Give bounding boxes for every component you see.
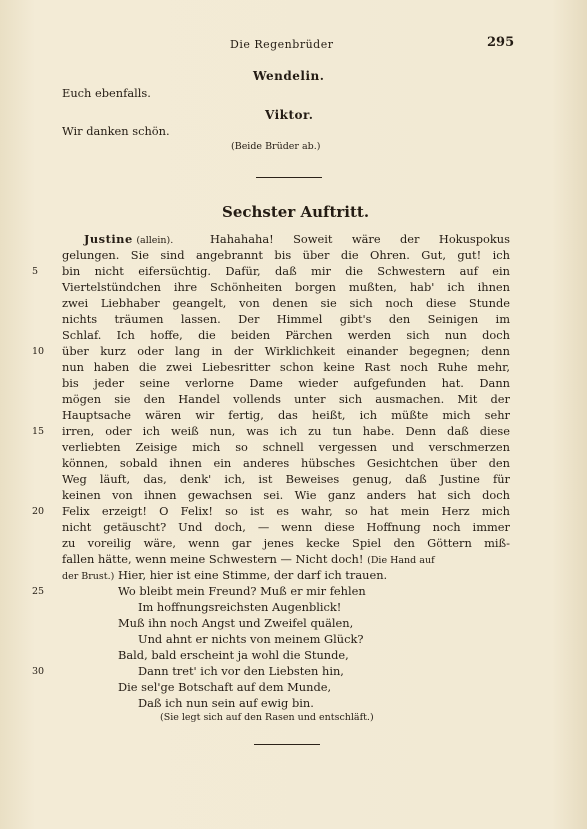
prose-line: über kurz oder lang in der Wirklichkeit einander begegnen; denn xyxy=(62,344,510,358)
scene-title: Sechster Auftritt. xyxy=(222,203,370,221)
speaker-name: Justine xyxy=(84,232,133,246)
prose-line: zu voreilig wäre, wenn gar jenes kecke Spiel den Göttern miß- xyxy=(62,536,510,550)
prose-line-with-stage xyxy=(62,552,435,566)
line-number: 10 xyxy=(32,346,45,357)
verse-line: Die sel'ge Botschaft auf dem Munde, xyxy=(118,680,332,694)
stage-direction: der Brust.) xyxy=(62,571,115,582)
line-number: 15 xyxy=(32,426,45,437)
speaker-name: Wendelin. xyxy=(253,69,325,83)
prose-line: Hahahaha! Soweit wäre der Hokuspokus xyxy=(210,232,510,246)
prose-line: irren, oder ich weiß nun, was ich zu tun habe. Denn daß diese xyxy=(62,424,510,438)
prose-line: Weg läuft, das, denk' ich, ist Beweises genug, daß Justine für xyxy=(62,472,510,486)
stage-direction: (Die Hand auf xyxy=(367,555,435,566)
prose-line: gelungen. Sie sind angebrannt bis über die Ohren. Gut, gut! ich xyxy=(62,248,510,262)
line-number: 30 xyxy=(32,666,45,677)
dialogue-line: Euch ebenfalls. xyxy=(62,86,151,100)
line-number: 25 xyxy=(32,586,45,597)
prose-line: mögen sie den Handel vollends unter sich ausmachen. Mit der xyxy=(62,392,510,406)
running-title: Die Regenbrüder xyxy=(230,38,334,51)
verse-line: Dann tret' ich vor den Liebsten hin, xyxy=(138,664,344,678)
prose-line-with-stage xyxy=(62,568,387,582)
verse-line: Im hoffnungsreichsten Augenblick! xyxy=(138,600,342,614)
verse-line: Und ahnt er nichts von meinem Glück? xyxy=(138,632,364,646)
prose-line: Felix erzeigt! O Felix! so ist es wahr, so hat mein Herz mich xyxy=(62,504,510,518)
prose-line: fallen hätte, wenn meine Schwestern — Nicht doch! xyxy=(62,552,364,566)
scene-speaker-line xyxy=(84,232,173,246)
prose-line: nichts träumen lassen. Der Himmel gibt's den Seinigen im xyxy=(62,312,510,326)
prose-line: bis jeder seine verlorne Dame wieder aufgefunden hat. Dann xyxy=(62,376,510,390)
stage-direction: (Beide Brüder ab.) xyxy=(231,141,321,152)
prose-line: Viertelstündchen ihre Schönheiten borgen mußten, hab' ich ihnen xyxy=(62,280,510,294)
dialogue-line: Wir danken schön. xyxy=(62,124,170,138)
stage-direction: (Sie legt sich auf den Rasen und entschläft.) xyxy=(160,712,374,723)
prose-line: Schlaf. Ich hoffe, die beiden Pärchen werden sich nun doch xyxy=(62,328,510,342)
prose-line: Hauptsache wären wir fertig, das heißt, ich müßte mich sehr xyxy=(62,408,510,422)
prose-line: zwei Liebhaber geangelt, von denen sie sich noch diese Stunde xyxy=(62,296,510,310)
page-number: 295 xyxy=(487,35,515,50)
prose-line: nun haben die zwei Liebesritter schon keine Rast noch Ruhe mehr, xyxy=(62,360,510,374)
prose-line: können, sobald ihnen ein anderes hübsches Gesichtchen über den xyxy=(62,456,510,470)
verse-line: Muß ihn noch Angst und Zweifel quälen, xyxy=(118,616,354,630)
section-divider xyxy=(254,744,320,745)
prose-line: nicht getäuscht? Und doch, — wenn diese Hoffnung noch immer xyxy=(62,520,510,534)
prose-line: bin nicht eifersüchtig. Dafür, daß mir die Schwestern auf ein xyxy=(62,264,510,278)
line-number: 5 xyxy=(32,266,39,277)
verse-line: Daß ich nun sein auf ewig bin. xyxy=(138,696,314,710)
line-number: 20 xyxy=(32,506,45,517)
speaker-name: Viktor. xyxy=(265,108,314,122)
prose-line: verliebten Zeisige mich so schnell vergessen und verschmerzen xyxy=(62,440,510,454)
stage-direction: (allein). xyxy=(136,235,174,246)
verse-line: Bald, bald erscheint ja wohl die Stunde, xyxy=(118,648,349,662)
prose-line: Hier, hier ist eine Stimme, der darf ich trauen. xyxy=(117,568,388,582)
verse-line: Wo bleibt mein Freund? Muß er mir fehlen xyxy=(118,584,366,598)
section-divider xyxy=(256,177,322,178)
prose-line: keinen von ihnen gewachsen sei. Wie ganz anders hat sich doch xyxy=(62,488,510,502)
